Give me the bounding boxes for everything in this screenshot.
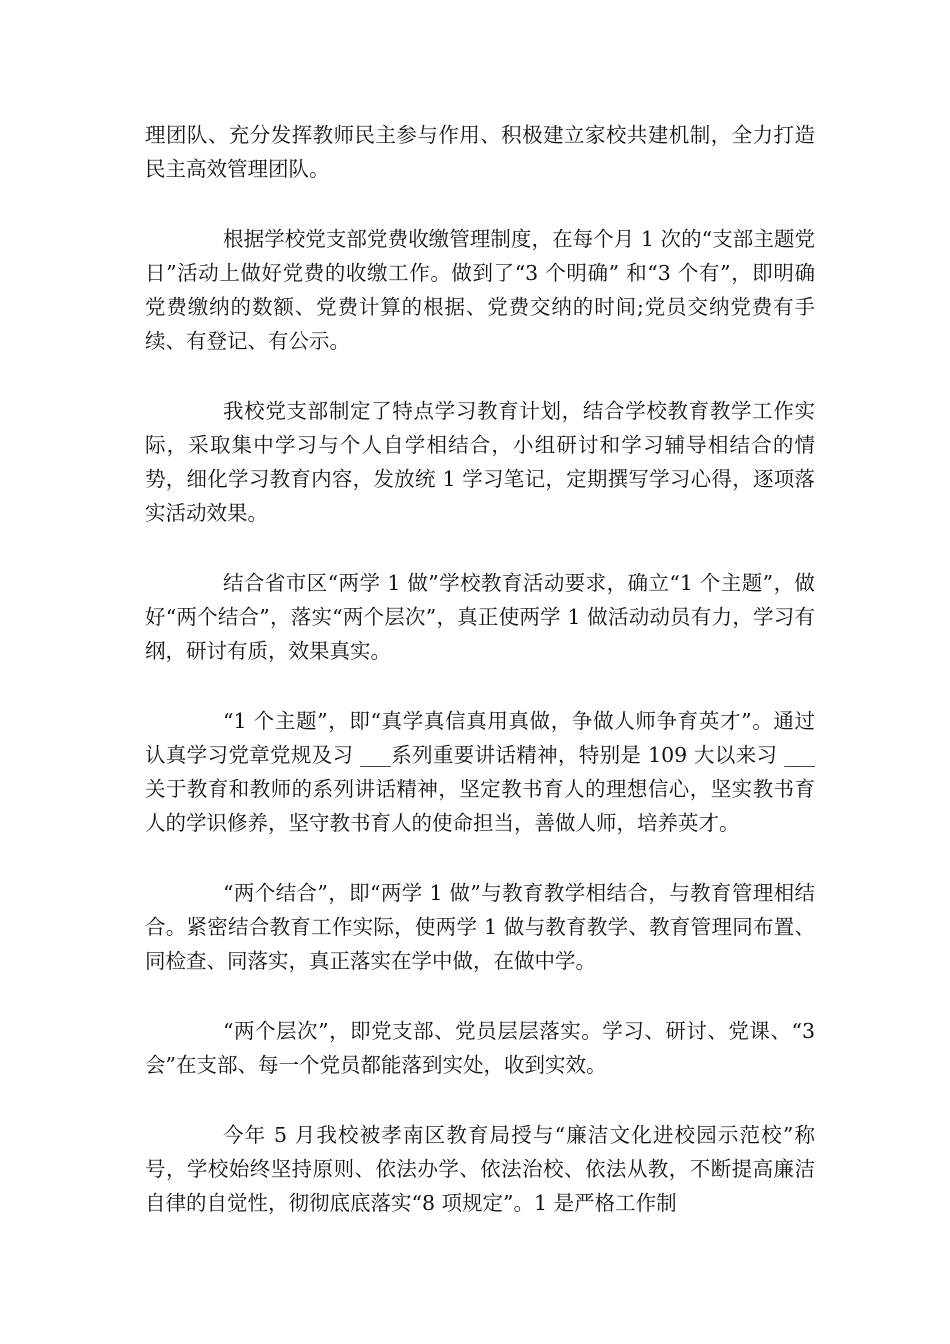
paragraph-integrity-school: 今年 5 月我校被孝南区教育局授与“廉洁文化进校园示范校”称号，学校始终坚持原则、依法办学、依法治校、依法从教，不断提高廉洁自律的自觉性，彻彻底底落实“8 项规定”。1 是严格工作制 — [145, 1123, 815, 1215]
document-page — [145, 118, 822, 1256]
paragraph-two-combinations: “两个结合”，即“两学 1 做”与教育教学相结合，与教育管理相结合。紧密结合教育工作实际，使两学 1 做与教育教学、教育管理同布置、同检查、同落实，真正落实在学中做，在做中学。 — [145, 881, 815, 973]
paragraph-party-fees: 根据学校党支部党费收缴管理制度，在每个月 1 次的“支部主题党日”活动上做好党费的收缴工作。做到了“3 个明确” 和“3 个有”，即明确党费缴纳的数额、党费计算的根据、党费交纳的时间;党员交纳党费有手续、有登记、有公示。 — [145, 227, 815, 353]
paragraph-two-levels: “两个层次”，即党支部、党员层层落实。学习、研讨、党课、“3 会”在支部、每一个党员都能落到实处，收到实效。 — [145, 1019, 822, 1077]
paragraph-continuation: 理团队、充分发挥教师民主参与作用、积极建立家校共建机制，全力打造民主高效管理团队。 — [145, 123, 815, 181]
paragraph-study-plan: 我校党支部制定了特点学习教育计划，结合学校教育教学工作实际，采取集中学习与个人自学相结合，小组研讨和学习辅导相结合的情势，细化学习教育内容，发放统 1 学习笔记，定期撰写学习心得，逐项落实活动效果。 — [145, 399, 815, 525]
paragraph-activity-requirements: 结合省市区“两学 1 做”学校教育活动要求，确立“1 个主题”，做好“两个结合”，落实“两个层次”，真正使两学 1 做活动动员有力，学习有纲，研讨有质，效果真实。 — [145, 571, 815, 663]
paragraph-one-theme: “1 个主题”，即“真学真信真用真做，争做人师争育英才”。通过认真学习党章党规及习 ___系列重要讲话精神，特别是 109 大以来习 ___关于教育和教师的系列讲话精神，坚定教书育人的理想信心，坚实教书育人的学识修养，坚守教书育人的使命担当，善做人师，培养英才。 — [145, 709, 815, 835]
